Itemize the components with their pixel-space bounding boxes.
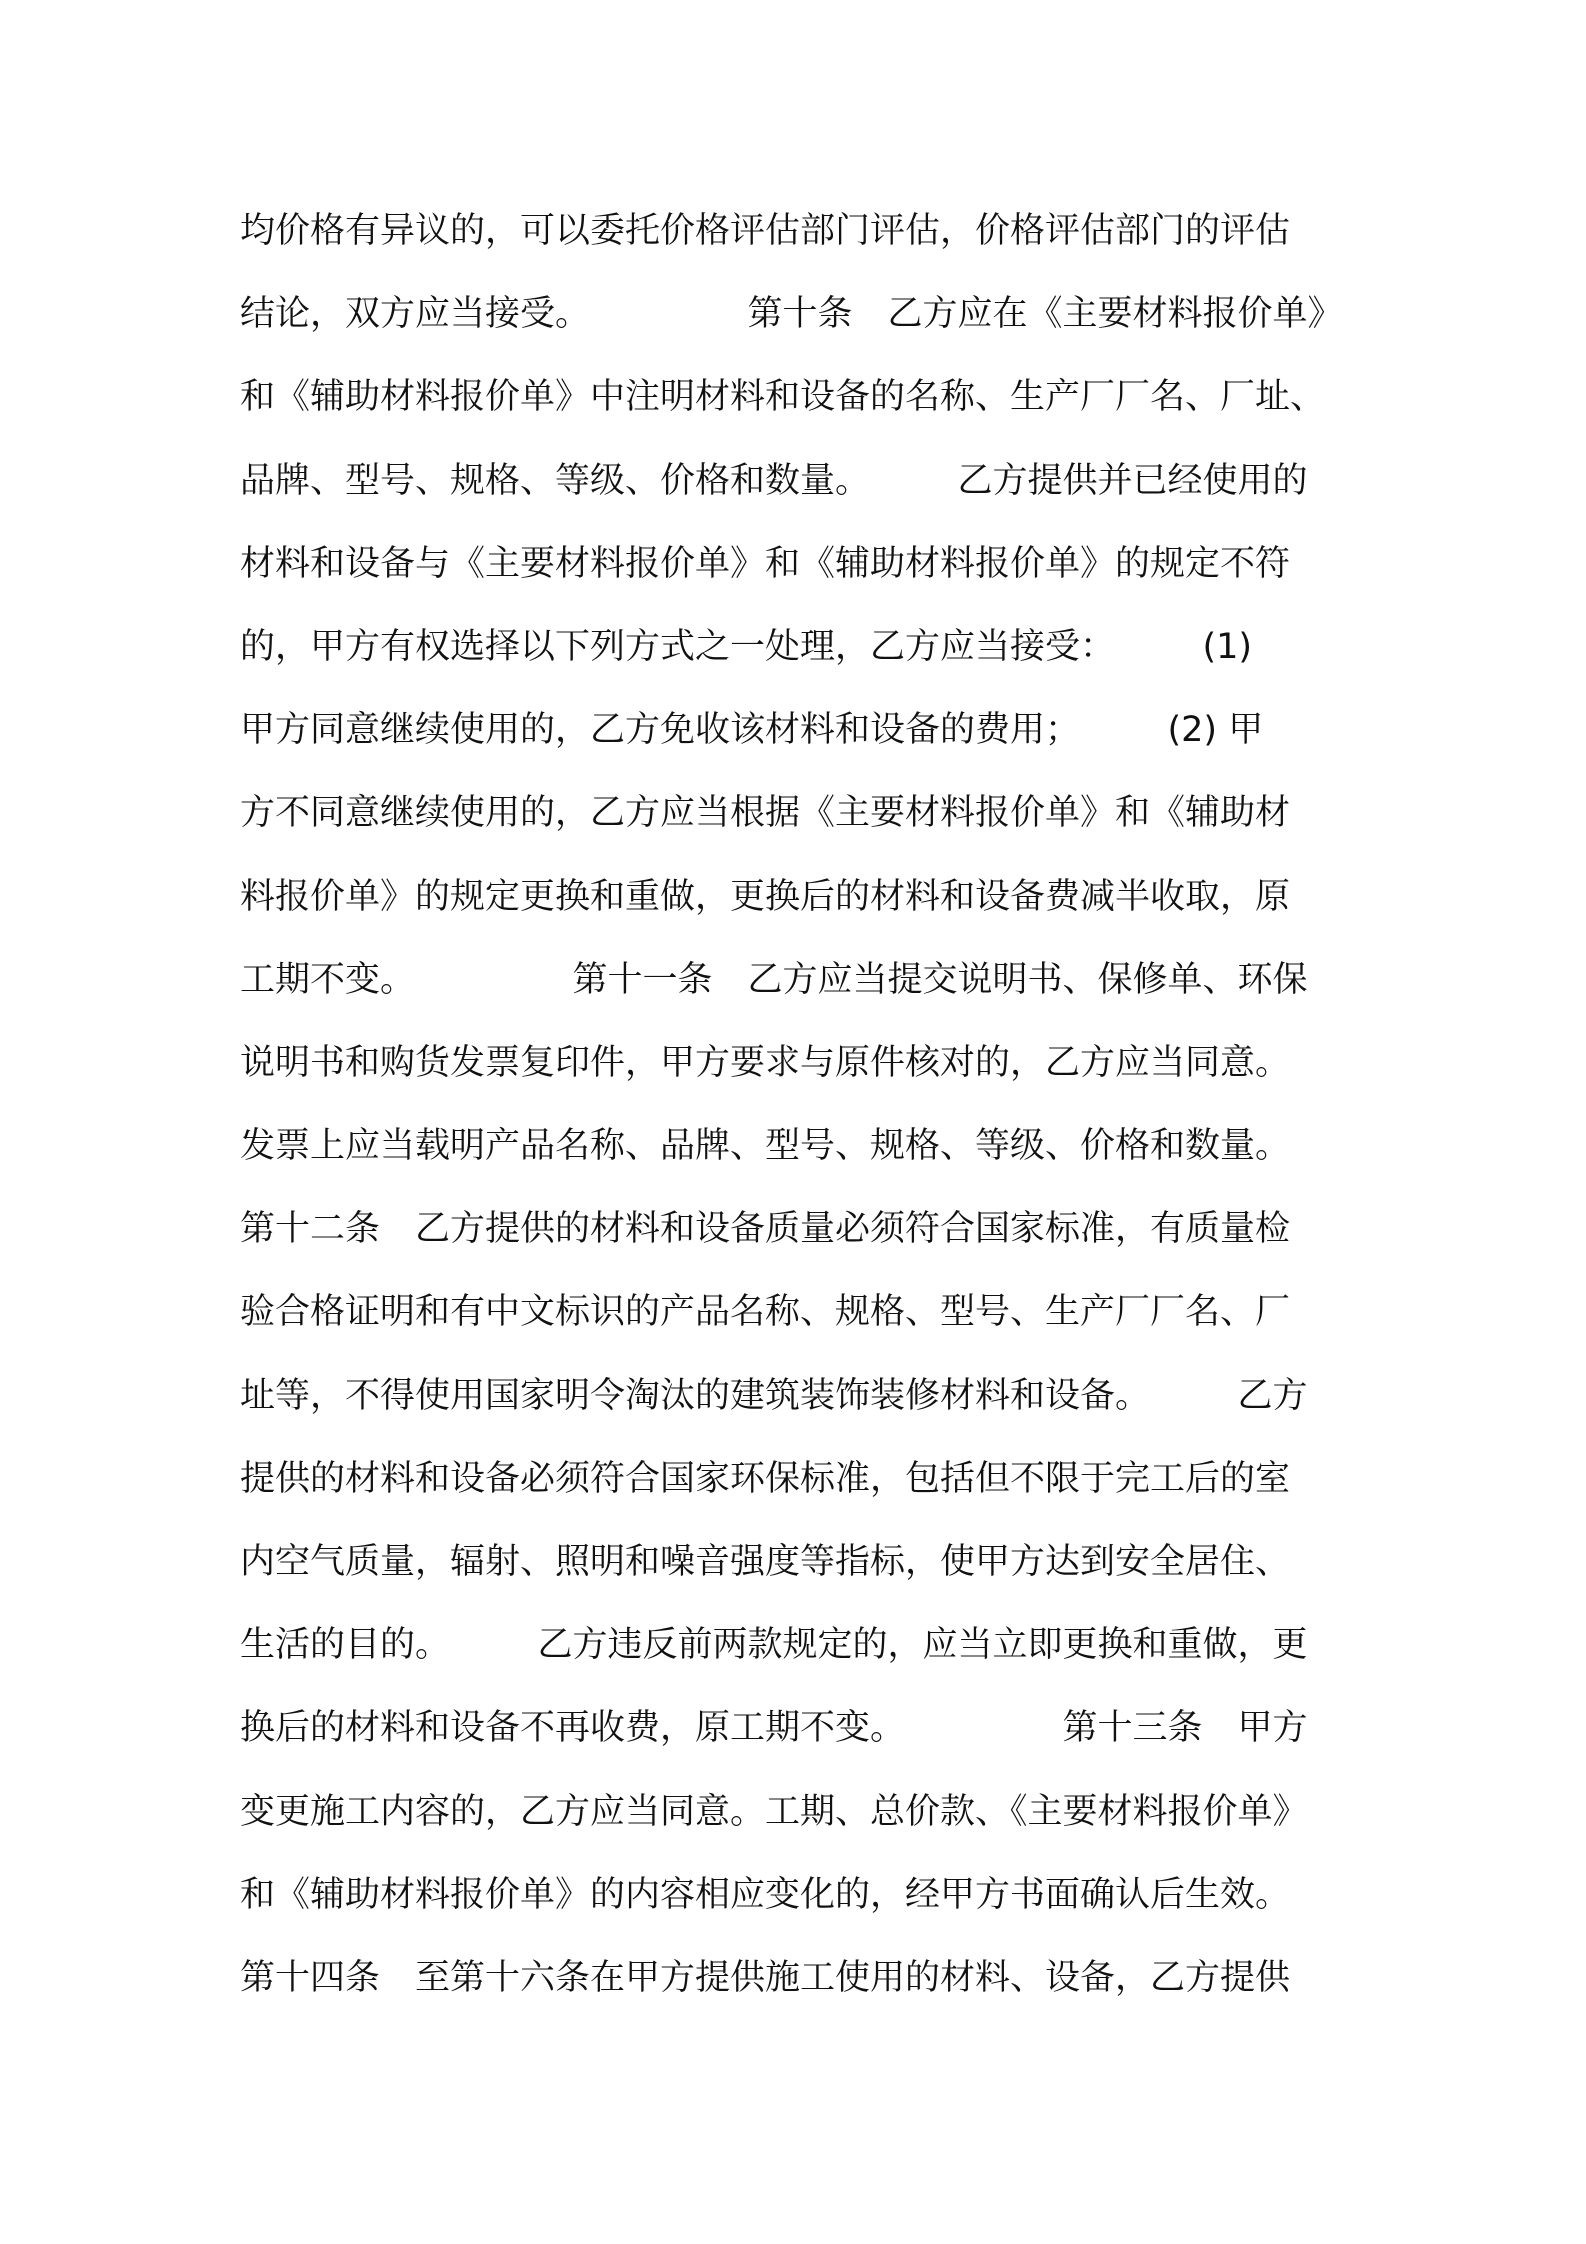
text-line: 结论，双方应当接受。 第十条 乙方应在《主要材料报价单》 bbox=[240, 294, 1343, 335]
text-line: 和《辅助材料报价单》中注明材料和设备的名称、生产厂厂名、厂址、 bbox=[240, 377, 1326, 418]
contract-text-body bbox=[240, 190, 1370, 2020]
text-line: 材料和设备与《主要材料报价单》和《辅助材料报价单》的规定不符 bbox=[240, 543, 1291, 584]
text-line: 和《辅助材料报价单》的内容相应变化的，经甲方书面确认后生效。 bbox=[240, 1874, 1291, 1915]
text-line: 变更施工内容的，乙方应当同意。工期、总价款、《主要材料报价单》 bbox=[240, 1791, 1308, 1832]
text-line: 的，甲方有权选择以下列方式之一处理，乙方应当接受： (1) bbox=[240, 626, 1253, 667]
text-line: 生活的目的。 乙方违反前两款规定的，应当立即更换和重做，更 bbox=[240, 1625, 1308, 1666]
text-line: 说明书和购货发票复印件，甲方要求与原件核对的，乙方应当同意。 bbox=[240, 1042, 1291, 1083]
text-line: 第十二条 乙方提供的材料和设备质量必须符合国家标准，有质量检 bbox=[240, 1209, 1291, 1250]
text-line: 第十四条 至第十六条在甲方提供施工使用的材料、设备，乙方提供 bbox=[240, 1957, 1291, 1998]
text-line: 提供的材料和设备必须符合国家环保标准，包括但不限于完工后的室 bbox=[240, 1458, 1291, 1499]
text-line: 甲方同意继续使用的，乙方免收该材料和设备的费用； (2) 甲 bbox=[240, 710, 1264, 751]
text-line: 料报价单》的规定更换和重做，更换后的材料和设备费减半收取，原 bbox=[240, 876, 1291, 917]
text-line: 工期不变。 第十一条 乙方应当提交说明书、保修单、环保 bbox=[240, 959, 1308, 1000]
text-line: 发票上应当载明产品名称、品牌、型号、规格、等级、价格和数量。 bbox=[240, 1126, 1291, 1167]
text-line: 均价格有异议的，可以委托价格评估部门评估，价格评估部门的评估 bbox=[240, 211, 1291, 251]
text-line: 品牌、型号、规格、等级、价格和数量。 乙方提供并已经使用的 bbox=[240, 460, 1308, 501]
text-line: 方不同意继续使用的，乙方应当根据《主要材料报价单》和《辅助材 bbox=[240, 793, 1291, 834]
text-line: 换后的材料和设备不再收费，原工期不变。 第十三条 甲方 bbox=[240, 1708, 1308, 1749]
text-line: 内空气质量，辐射、照明和噪音强度等指标，使甲方达到安全居住、 bbox=[240, 1542, 1291, 1582]
text-line: 址等，不得使用国家明令淘汰的建筑装饰装修材料和设备。 乙方 bbox=[240, 1375, 1308, 1416]
text-line: 验合格证明和有中文标识的产品名称、规格、型号、生产厂厂名、厂 bbox=[240, 1292, 1291, 1333]
